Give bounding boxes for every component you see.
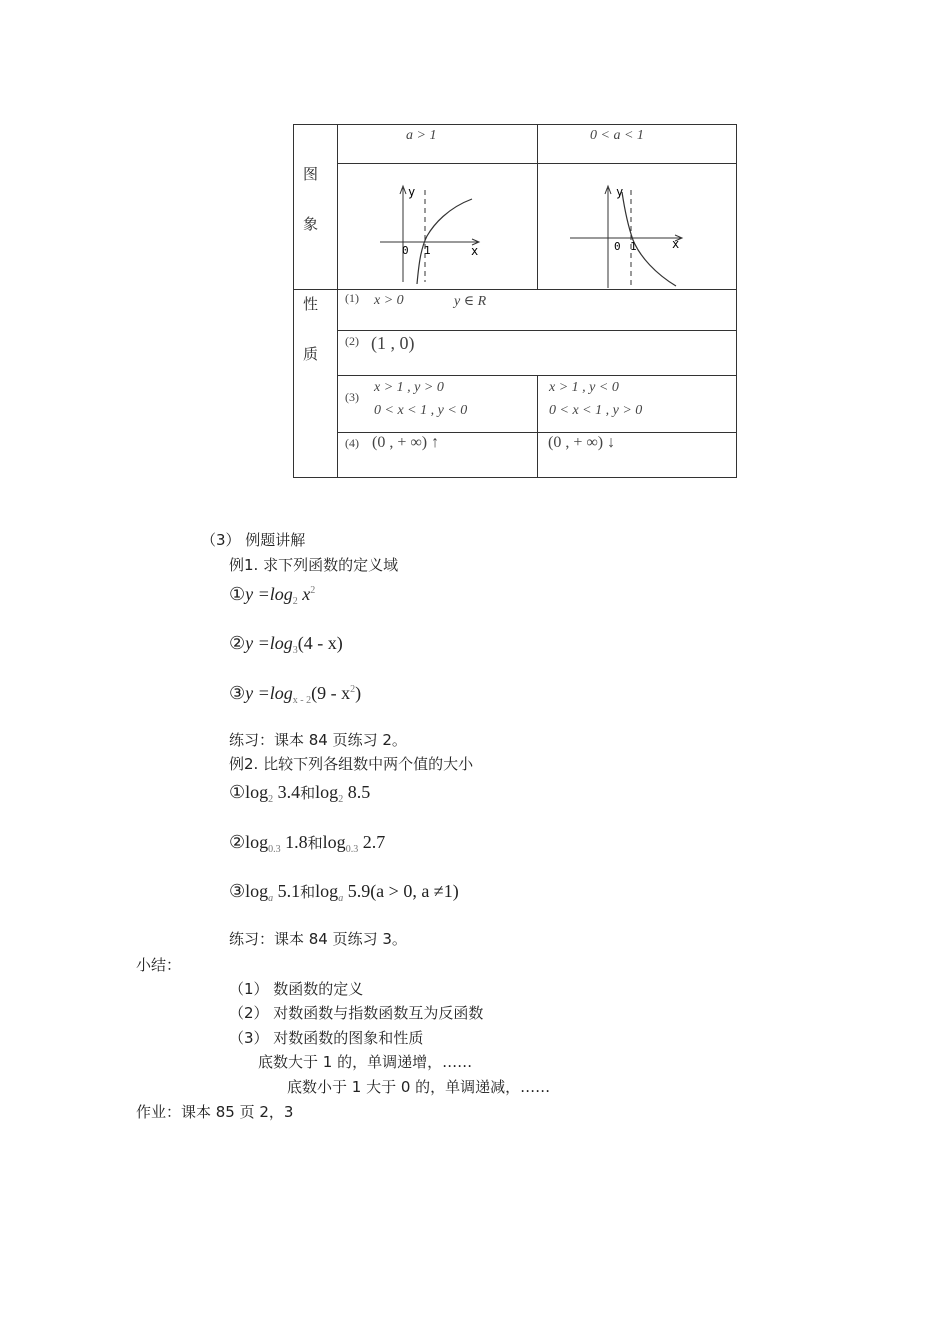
- graph-left-cell: [338, 164, 538, 290]
- summary-title: 小结：: [136, 956, 182, 974]
- example1-item-1: ①y $=\log_2$ $x^2$: [229, 584, 316, 607]
- row-label-graph: [294, 125, 338, 290]
- graph-left-origin: 0: [402, 244, 409, 257]
- prop1-domain: x > 0: [374, 293, 404, 308]
- summary-sub-decreasing: 底数小于 1 大于 0 的，单调递减，……: [287, 1078, 551, 1096]
- practice-1: 练习：课本 84 页练习 2。: [229, 731, 407, 749]
- prop3-right-cell: [538, 376, 737, 433]
- example1-title: 例1. 求下列函数的定义域: [229, 556, 399, 574]
- graph-decreasing: [566, 182, 686, 290]
- prop4-left: (0 , + ∞) ↑: [372, 434, 440, 451]
- log-properties-table: [293, 124, 737, 478]
- prop3-num: (3): [345, 390, 359, 404]
- header-left-text: a > 1: [406, 128, 437, 143]
- graph-left-y: y: [408, 185, 416, 199]
- graph-right-x: x: [672, 237, 680, 251]
- summary-item-1: （1） 数函数的定义: [229, 980, 364, 998]
- graph-right-origin: 0: [614, 240, 621, 253]
- prop2-cell: [338, 331, 737, 376]
- prop4-num: (4): [345, 436, 359, 450]
- prop3-right-line1: x > 1 , y < 0: [549, 380, 619, 395]
- summary-item-3: （3） 对数函数的图象和性质: [229, 1029, 424, 1047]
- example2-title: 例2. 比较下列各组数中两个值的大小: [229, 755, 474, 773]
- prop1-range: y ∈ R: [454, 294, 487, 309]
- graph-left-x: x: [471, 244, 479, 258]
- row-label-graph-1: 图: [303, 165, 319, 183]
- graph-left-one: 1: [424, 244, 431, 257]
- summary-item-2: （2） 对数函数与指数函数互为反函数: [229, 1004, 484, 1022]
- row-label-props: [294, 290, 338, 478]
- header-a-lt-1: [538, 125, 737, 164]
- prop2-num: (2): [345, 334, 359, 348]
- row-label-props-1: 性: [303, 295, 319, 313]
- prop2-point: (1 , 0): [371, 333, 415, 353]
- example2-item-3: $③\log_a$ 5.1和$\log_a 5.9(a > 0$, a ≠1): [229, 881, 459, 904]
- prop3-left-cell: [338, 376, 538, 433]
- prop1-num: (1): [345, 291, 359, 305]
- example2-item-1: $①\log_2$ 3.4和$\log_2 8.5$: [229, 782, 371, 805]
- row-label-props-2: 质: [303, 345, 319, 363]
- graph-right-one: 1: [630, 240, 637, 253]
- section-3-heading: （3） 例题讲解: [201, 531, 306, 549]
- practice-2: 练习：课本 84 页练习 3。: [229, 930, 407, 948]
- prop4-right-cell: [538, 433, 737, 478]
- summary-sub-increasing: 底数大于 1 的，单调递增，……: [258, 1053, 473, 1071]
- example1-item-3: ③y $=\log_{x - 2}(9 - x^2)$: [229, 683, 362, 706]
- prop4-right: (0 , + ∞) ↓: [548, 434, 616, 451]
- graph-right-y: y: [616, 185, 624, 199]
- prop3-left-line2: 0 < x < 1 , y < 0: [374, 403, 468, 418]
- prop3-right-line2: 0 < x < 1 , y > 0: [549, 403, 643, 418]
- header-a-gt-1: [338, 125, 538, 164]
- homework: 作业：课本 85 页 2，3: [136, 1103, 294, 1121]
- prop1-cell: [338, 290, 737, 331]
- row-label-graph-2: 象: [303, 215, 319, 233]
- prop3-left-line1: x > 1 , y > 0: [374, 380, 444, 395]
- graph-increasing: [376, 182, 486, 286]
- example1-item-2: ②y $=\log_3(4 - x)$: [229, 633, 343, 656]
- prop4-left-cell: [338, 433, 538, 478]
- example2-item-2: $②\log_{0.3}$ 1.8和$\log_{0.3} 2.7$: [229, 832, 386, 855]
- graph-right-cell: [538, 164, 737, 290]
- header-right-text: 0 < a < 1: [590, 128, 644, 143]
